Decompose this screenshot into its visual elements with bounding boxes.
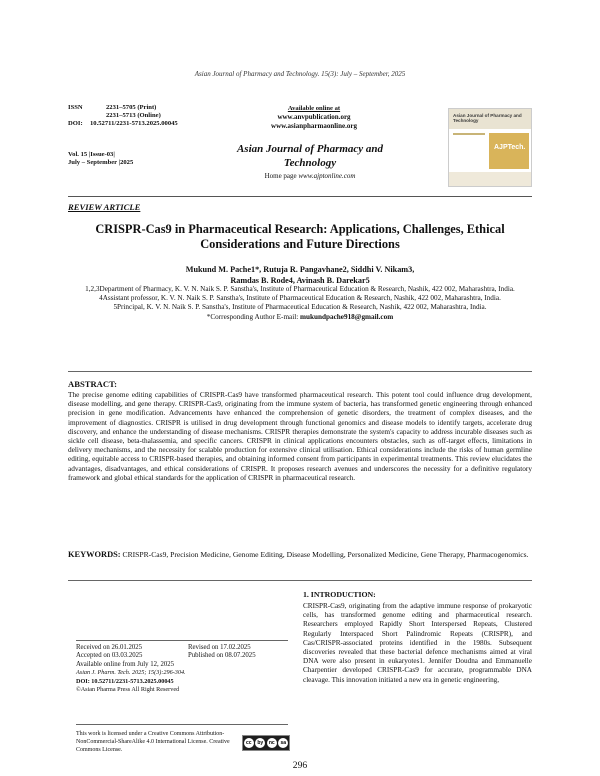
published-date: Published on 08.07.2025 [188, 652, 256, 660]
issn-label: ISSN [68, 104, 83, 111]
journal-cover-image [448, 108, 532, 187]
dates-divider-top [76, 640, 288, 641]
journal-home [228, 172, 392, 180]
citation: Asian J. Pharm. Tech. 2025; 15(3):296-304. [76, 669, 186, 677]
volume-period: July – September |2025 [68, 159, 134, 166]
home-label: Home page [264, 172, 297, 180]
accepted-date: Accepted on 03.03.2025 [76, 652, 143, 660]
keywords [68, 550, 532, 560]
author-list [110, 264, 490, 286]
abstract-heading: ABSTRACT: [68, 379, 118, 389]
keywords-text: CRISPR-Cas9, Precision Medicine, Genome Editing, Disease Modelling, Personalized Medicine, Gene Therapy, Pharmacogenomics. [122, 550, 529, 559]
authors-line-1: Mukund M. Pache1*, Rutuja R. Pangavhane2, Siddhi V. Nikam3, [185, 265, 415, 274]
corresponding-author [80, 313, 520, 322]
available-date: Available online from July 12, 2025 [76, 660, 175, 668]
home-link[interactable]: www.ajptonline.com [298, 172, 356, 180]
authors-line-2: Ramdas B. Rode4, Avinash B. Darekar5 [230, 276, 370, 285]
volume-block [68, 151, 228, 167]
page-number: 296 [292, 760, 308, 771]
copyright: ©Asian Pharma Press All Right Reserved [76, 686, 180, 694]
received-date: Received on 26.01.2025 [76, 644, 143, 651]
article-dates [76, 644, 296, 694]
introduction-text: CRISPR-Cas9, originating from the adaptive immune response of prokaryotic cells, has transformed genome editing and pharmaceutical research. Researchers employed Rapidly Short Interspersed Repeats, Clustered Regularly Interspaced Short Palindromic Repeats (CRISPR), and Cas/CRISPR-associated proteins identified in the 1980s. Subsequent discoveries revealed that these bacterial defence mechanisms aimed at viral DNA were also present in eukaryotes1. Jennifer Doudna and Emmanuelle Charpentier developed CRISPR-Cas9 for accurate, programmable DNA cleavage. This innovation initiated a new era in genetic engineering, [303, 602, 532, 684]
affiliation-2: 4Assistant professor, K. V. N. Naik S. P. Sanstha's, Institute of Pharmaceutical Education & Research, Nashik, 422 002, Maharashtra, India. [99, 294, 501, 303]
cover-logo-icon [489, 133, 529, 169]
cover-title: Asian Journal of Pharmacy and Technology [453, 113, 522, 123]
issn-block [68, 104, 228, 128]
header-divider [68, 196, 532, 197]
cover-logo-text: AJPTech. [494, 144, 526, 151]
citation-doi: DOI: 10.52711/2231-5713.2025.00045 [76, 677, 174, 685]
abstract-text: The precise genome editing capabilities of CRISPR-Cas9 have transformed pharmaceutical research. This potent tool could influence drug development, disease modelling, and gene therapy. CRISPR-Cas9, originating from the immune system of bacteria, has transformed genetic engineering through enhanced precision in gene modification. Advancements have enhanced the comprehension of genetic disorders, the treatment of complex diseases, and the improvement of diagnostics. CRISPR is utilised in drug development through functional genomics and disease models to identify targets, accelerate drug discovery, and enhance the understanding of disease mechanisms. CRISPR therapies demonstrate the system's capacity to address incurable diseases such as sickle cell disease, beta-thalassemia, and specific cancers. CRISPR in clinical applications encounters obstacles, such as off-target effects, limitations in delivery mechanisms, and the necessity for scalable production for extensive clinical utilisation. Ethical considerations include the risks of human germline editing, equitable access to CRISPR-based therapies, and obtaining informed consent from participants in experimental treatments. This review elucidates the advantages, disadvantages, and ethical considerations of CRISPR. It proposes research avenues and underscores the necessity for a definitive regulatory framework and global ethical standards for the application of CRISPR in pharmaceutical research. [68, 390, 532, 482]
sa-icon: sa [278, 738, 288, 748]
license-text: This work is licensed under a Creative Commons Attribution-NonCommercial-ShareAlike 4.0 International License. Creative Commons License. [76, 731, 230, 753]
dates-divider-bottom [76, 724, 288, 725]
affiliations [80, 285, 520, 322]
volume-issue: Vol. 15 |Issue-03| [68, 151, 115, 158]
affiliation-1: 1,2,3Department of Pharmacy, K. V. N. Naik S. P. Sanstha's, Institute of Pharmaceutical Education & Research, Nashik, 422 002, Maharashtra, India. [85, 285, 515, 293]
corresponding-label: *Corresponding Author E-mail: [206, 312, 299, 321]
availability-block [244, 104, 384, 131]
affiliation-3: 5Principal, K. V. N. Naik S. P. Sanstha's, Institute of Pharmaceutical Education & Research, Nashik, 422 002, Maharashtra, India. [113, 303, 487, 312]
keywords-divider [68, 580, 532, 581]
introduction-heading: 1. INTRODUCTION: [303, 590, 376, 599]
nc-icon: nc [267, 738, 277, 748]
available-heading: Available online at [287, 105, 341, 112]
doi-value: 10.52711/2231-5713.2025.00045 [90, 120, 178, 127]
article-type: REVIEW ARTICLE [68, 202, 141, 212]
publisher-link-2[interactable]: www.asianpharmaonline.org [271, 122, 357, 130]
keywords-label: KEYWORDS: [68, 550, 121, 559]
article-title: CRISPR-Cas9 in Pharmaceutical Research: Applications, Challenges, Ethical Considerations and Future Directions [95, 222, 505, 251]
issn-online: 2231–5713 (Online) [106, 112, 161, 119]
abstract-divider [68, 371, 532, 372]
journal-name: Asian Journal of Pharmacy and Technology [236, 143, 384, 169]
doi-label: DOI: [68, 120, 83, 127]
publisher-link-1[interactable]: www.anvpublication.org [277, 113, 351, 121]
creative-commons-badge-icon[interactable] [242, 735, 290, 751]
corresponding-email[interactable]: mukundpache918@gmail.com [300, 312, 394, 321]
cc-icon: cc [244, 738, 254, 748]
issn-print: 2231–5705 (Print) [106, 104, 157, 111]
running-header: Asian Journal of Pharmacy and Technology. 15(3): July – September, 2025 [194, 70, 406, 78]
revised-date: Revised on 17.02.2025 [188, 644, 251, 651]
by-icon: by [255, 738, 265, 748]
